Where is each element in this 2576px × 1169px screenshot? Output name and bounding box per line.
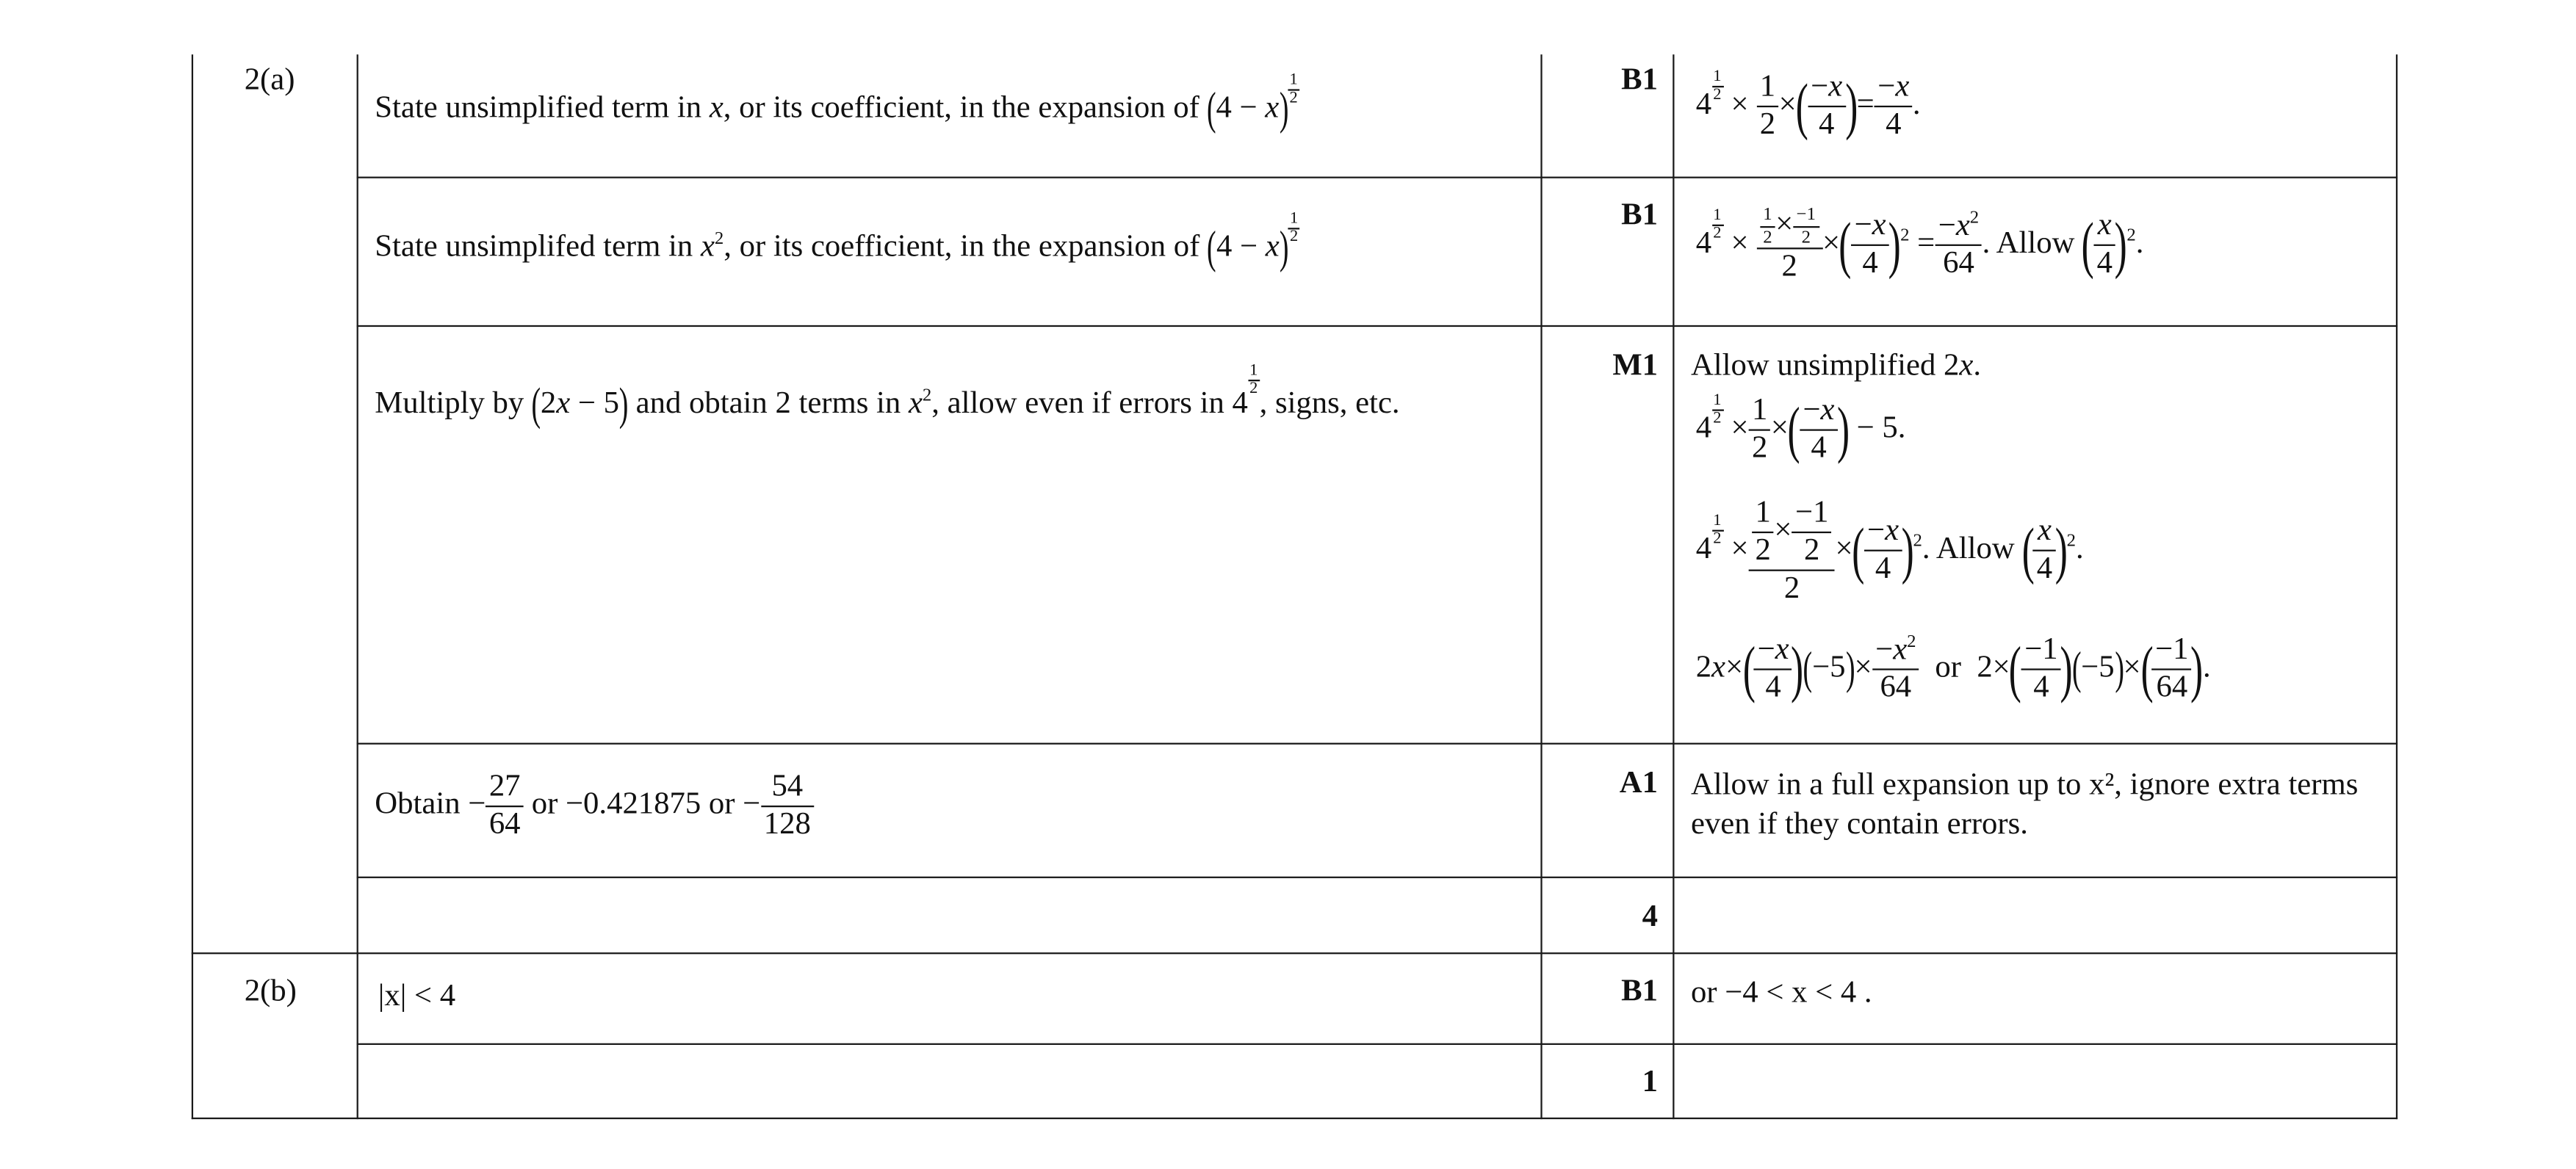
answer-description: Multiply by (2x − 5) and obtain 2 terms in $x^2$, allow even if errors in 4 $\frac{1}{2}$ , signs, etc. (375, 361, 1400, 430)
guidance-note: Allow unsimplified 2x. (1690, 348, 1982, 383)
answer-description: |x| < 4 (378, 979, 456, 1014)
table-row-divider (357, 877, 2398, 879)
table-col-divider (357, 54, 359, 1119)
mark-code: M1 (1612, 348, 1658, 383)
table-row-divider (192, 952, 2398, 955)
table-border-left (192, 54, 194, 1119)
table-border-right (2396, 54, 2398, 1119)
mark-code: A1 (1619, 766, 1658, 801)
guidance-math: 4 $\frac{1}{2}$ × $\frac{1}{2}$ ×( $\frac{-x}{4}$ ) − 5. (1695, 391, 1906, 466)
guidance-note: or −4 < x < 4 . (1690, 975, 1872, 1010)
answer-description: State unsimplified term in x, or its coefficient, in the expansion of (4 − x) $\frac{1}{2}$ (375, 73, 1299, 133)
table-row-divider (357, 177, 2398, 179)
answer-description: Obtain − $\frac{27}{64}$ or −0.421875 or − $\frac{54}{128}$ (375, 770, 814, 843)
guidance-math: 2x×( $\frac{-x}{4}$ )(−5)× $\frac{-x^2}{64}$ or 2×( $\frac{-1}{4}$ )(−5)×( $\frac{-1}{64}$ ). (1695, 631, 2211, 706)
table-row-divider (357, 1043, 2398, 1046)
guidance-math: 4 $\frac{1}{2}$ × $\frac{1}{2}$ × $\frac{-1}{2}$ 2 ×( $\frac{-x}{4}$ )$^2$ = $\frac{-x^2}{64}$ . Allow ( $\frac{x}{4}$ )$^2$. (1695, 204, 2144, 285)
question-number: 2(a) (244, 62, 295, 98)
guidance-math: 4 $\frac{1}{2}$ × $\frac{1}{2}$ × $\frac{-1}{2}$ 2 ×( $\frac{-x}{4}$ )$^2$. Allow ( $\frac{x}{4}$ )$^2$. (1695, 495, 2084, 606)
guidance-math: 4 $\frac{1}{2}$ × $\frac{1}{2}$ ×( $\frac{-x}{4}$ )= $\frac{-x}{4}$ . (1695, 68, 1921, 142)
mark-total: 4 (1642, 900, 1658, 935)
table-row-divider (357, 325, 2398, 327)
table-col-divider (1540, 54, 1543, 1119)
table-row-divider (357, 743, 2398, 745)
mark-total: 1 (1642, 1064, 1658, 1100)
question-number: 2(b) (244, 974, 297, 1009)
guidance-note: Allow in a full expansion up to x², ignore extra terms even if they contain errors. (1690, 767, 2359, 842)
mark-code: B1 (1621, 974, 1658, 1009)
mark-code: B1 (1621, 198, 1658, 233)
answer-description: State unsimplifed term in $x^2$, or its coefficient, in the expansion of (4 − x) $\frac{1}{2}$ (375, 211, 1299, 272)
table-border-bottom (192, 1118, 2398, 1120)
mark-code: B1 (1621, 62, 1658, 98)
table-col-divider (1673, 54, 1675, 1119)
